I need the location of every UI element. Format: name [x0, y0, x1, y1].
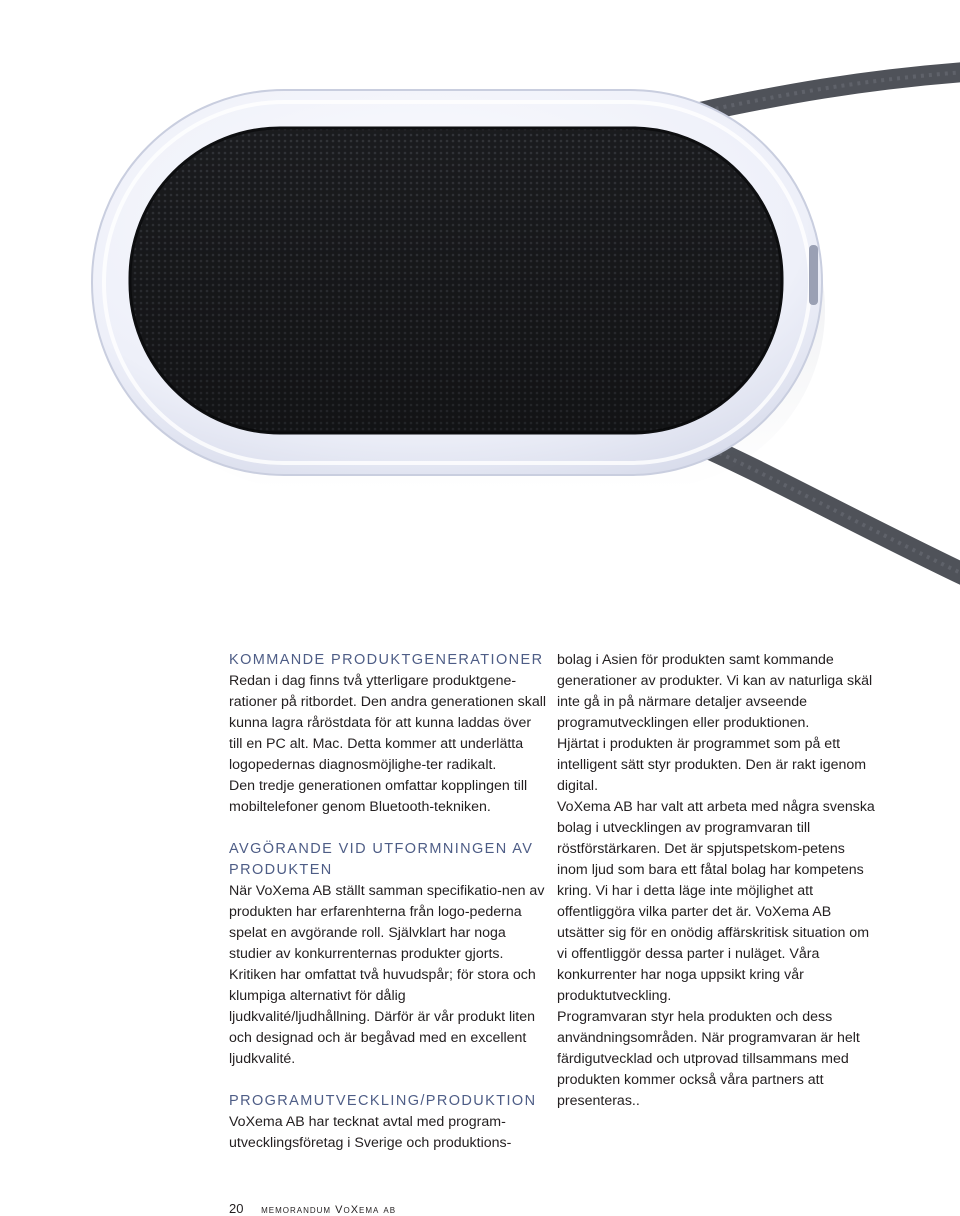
paragraph: VoXema AB har tecknat avtal med program-utvecklingsföretag i Sverige och produktions- — [229, 1114, 512, 1151]
paragraph: När VoXema AB ställt samman specifikatio-nen av produkten har erfarenhterna från logo-pederna spelat en avgörande roll. Självklart har noga studier av konkurrenternas produkter gjorts. Kritiken har omfattat två huvudspår; för stora och klumpiga alternativt för dålig ljudkvalité/ljudhållning. Därför är vår produkt liten och designad och är begåvad med en excellent ljudkvalité. — [229, 883, 545, 1067]
paragraph: bolag i Asien för produkten samt kommande generationer av produkter. Vi kan av naturliga skäl inte gå in på närmare detaljer avseende programutvecklingen eller produktionen. — [557, 652, 873, 731]
paragraph: Redan i dag finns två ytterligare produktgene-rationer på ritbordet. Den andra generationen skall kunna lagra råröstdata för att kunna laddas över till en PC alt. Mac. Detta kommer att underlätta logopedernas diagnosmöjlighe-ter radikalt. — [229, 673, 547, 773]
paragraph: VoXema AB har valt att arbeta med några svenska bolag i utvecklingen av programvaran till röstförstärkaren. Det är spjutspetskom-petens inom ljud som bara ett fåtal bolag har kompetens kring. Vi har i detta läge inte möjlighet att offentliggöra vilka parter det är. VoXema AB utsätter sig för en onödig affärskritisk situation om vi offentliggör dessa parter i nuläget. Våra konkurrenter har noga uppsikt kring vår produktutveckling. — [557, 799, 875, 1004]
section-heading-kommande: KOMMANDE PRODUKTGENERATIONER — [229, 652, 544, 668]
right-column — [557, 650, 875, 1112]
page-footer — [229, 1201, 396, 1216]
section-heading-programutveckling: PROGRAMUTVECKLING/PRODUKTION — [229, 1093, 537, 1109]
side-button — [809, 245, 818, 305]
document-title: memorandum VoXema ab — [261, 1204, 397, 1216]
left-column — [229, 650, 547, 1154]
paragraph: Den tredje generationen omfattar kopplingen till mobiltelefoner genom Bluetooth-tekniken. — [229, 778, 528, 815]
page-number: 20 — [229, 1201, 244, 1216]
paragraph: Hjärtat i produkten är programmet som på ett intelligent sätt styr produkten. Den är rakt igenom digital. — [557, 736, 867, 794]
paragraph: Programvaran styr hela produkten och dess användningsområden. När programvaran är helt färdigutvecklad och utprovad tillsammans med produkten kommer också våra partners att presenteras.. — [557, 1009, 860, 1109]
cord-upper — [700, 72, 960, 112]
section-heading-avgorande: AVGÖRANDE VID UTFORMNINGEN AV PRODUKTEN — [229, 841, 534, 878]
